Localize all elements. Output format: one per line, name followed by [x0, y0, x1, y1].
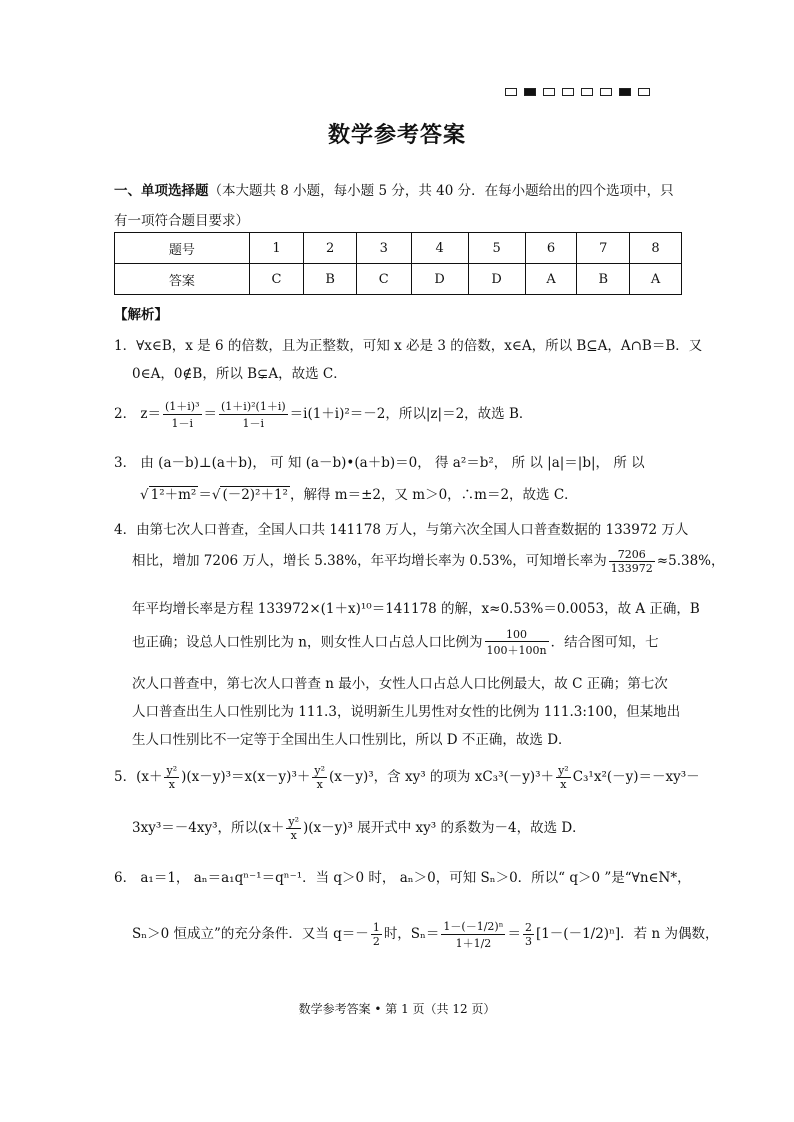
q5-line1 — [114, 764, 700, 791]
fraction-denominator: x — [168, 778, 175, 791]
table-row-numbers — [115, 233, 682, 264]
q2-eq: ＝ — [203, 406, 218, 422]
q6-l2a: Sₙ＞0 恒成立”的充分条件．又当 q＝－ — [132, 926, 369, 942]
q3-line2 — [140, 483, 578, 503]
table-cell: A — [630, 264, 682, 295]
table-cell: 6 — [525, 233, 577, 264]
table-cell: 1 — [249, 233, 304, 264]
table-cell: C — [249, 264, 304, 295]
q3-tail: ，解得 m＝±2，又 m＞0，∴m＝2，故选 C． — [289, 487, 578, 503]
q5-l2a: 3xy³＝－4xy³，所以 — [132, 820, 258, 836]
table-cell-label: 题号 — [115, 233, 250, 264]
marker-box — [543, 88, 555, 96]
q5-pre: 5． — [114, 769, 137, 785]
table-cell: B — [577, 264, 630, 295]
q5-fraction-a — [164, 764, 179, 791]
page-footer: 数学参考答案 • 第 1 页（共 12 页） — [298, 1002, 496, 1016]
table-cell: 8 — [630, 233, 682, 264]
table-cell: 5 — [468, 233, 525, 264]
page-title: 数学参考答案 — [327, 123, 466, 148]
q4-l2b: ≈5.38%， — [656, 553, 725, 569]
q4-fraction-1 — [609, 548, 655, 575]
q6-l2b: 时，Sₙ＝ — [383, 926, 440, 942]
fraction-numerator: 1－(－1/2)ⁿ — [443, 920, 504, 933]
q2-fraction-2 — [219, 398, 288, 431]
marker-box — [581, 88, 593, 96]
fraction-numerator: y² — [288, 815, 299, 828]
sqrt-icon: √ — [140, 487, 149, 503]
fraction-numerator: 100 — [485, 628, 549, 642]
marker-box-filled — [619, 88, 631, 96]
fraction-numerator: 1 — [372, 921, 380, 934]
q2-post: ＝i(1＋i)²＝－2，所以|z|＝2，故选 B． — [289, 406, 533, 422]
page-marker-boxes — [505, 88, 650, 96]
marker-box-filled — [524, 88, 536, 96]
marker-box — [562, 88, 574, 96]
marker-box — [638, 88, 650, 96]
q5-l2b: (x＋ — [257, 820, 285, 836]
q3-sqrt-1: 1²＋m² — [150, 487, 197, 503]
q5-fraction-d — [286, 815, 301, 842]
q5-line2 — [132, 815, 586, 842]
q6-fraction-big — [441, 918, 505, 951]
fraction-denominator: 100＋100n — [486, 644, 547, 657]
q4-line3: 年平均增长率是方程 133972×(1＋x)¹⁰＝141178 的解，x≈0.53%＝0.0053，故 A 正确，B — [132, 601, 700, 617]
fraction-denominator: x — [560, 778, 567, 791]
section-intro — [114, 176, 682, 236]
analysis-header: 【解析】 — [114, 307, 168, 323]
fraction-numerator: y² — [558, 764, 569, 777]
table-cell-label: 答案 — [115, 264, 250, 295]
fraction-denominator: 133972 — [610, 562, 653, 575]
fraction-denominator: 3 — [524, 935, 532, 948]
marker-box — [600, 88, 612, 96]
fraction-numerator: y² — [314, 764, 325, 777]
table-cell: D — [411, 264, 468, 295]
q6-fraction-two-thirds — [523, 921, 534, 948]
q4-fraction-2 — [485, 628, 549, 658]
fraction-numerator: 2 — [524, 921, 532, 934]
q5-l1a: (x＋ — [136, 769, 163, 785]
marker-box — [505, 88, 517, 96]
q5-l1c: (x－y)³，含 xy³ 的项为 xC₃³(－y)³＋ — [329, 769, 555, 785]
answer-table — [114, 232, 682, 295]
table-cell: D — [468, 264, 525, 295]
fraction-denominator: x — [290, 829, 297, 842]
q5-l2c: )(x－y)³ 展开式中 xy³ 的系数为－4，故选 D． — [303, 820, 586, 836]
q4-line1: 4．由第七次人口普查，全国人口共 141178 万人，与第六次全国人口普查数据的 133972 万人 — [114, 522, 689, 538]
q3-mid: ＝ — [198, 487, 212, 503]
q5-l1d: C₃¹x²(－y)＝－xy³－ — [572, 769, 700, 785]
table-cell: C — [356, 264, 411, 295]
fraction-numerator: (1＋i)²(1＋i) — [221, 400, 286, 413]
fraction-denominator: 1－i — [242, 417, 265, 430]
q6-l2d: [1－(－1/2)ⁿ]．若 n 为偶数， — [535, 926, 719, 942]
table-cell: 3 — [356, 233, 411, 264]
q4-line4 — [132, 628, 659, 658]
q4-l4a: 也正确；设总人口性别比为 n，则女性人口占总人口比例为 — [132, 634, 483, 651]
fraction-numerator: y² — [166, 764, 178, 777]
q4-l2a: 相比，增加 7206 万人，增长 5.38%，年平均增长率为 0.53%，可知增长率为 — [132, 553, 607, 569]
table-cell: A — [525, 264, 577, 295]
section-desc-line2: 有一项符合题目要求） — [114, 213, 249, 229]
fraction-numerator: (1＋i)³ — [165, 400, 200, 413]
q3-sqrt-2: (－2)²＋1² — [222, 487, 288, 503]
fraction-denominator: x — [316, 778, 323, 791]
q4-line6: 人口普查出生人口性别比为 111.3，说明新生儿男性对女性的比例为 111.3:100，但某地出 — [132, 704, 681, 720]
fraction-denominator: 1－i — [171, 417, 194, 430]
fraction-denominator: 2 — [372, 935, 380, 948]
q2-pre: 2． z＝ — [114, 406, 161, 422]
q2-line — [114, 398, 532, 431]
q2-fraction-1 — [163, 398, 202, 431]
q6-l2c: ＝ — [507, 926, 521, 942]
fraction-denominator: 1＋1/2 — [455, 937, 492, 950]
q6-line2 — [132, 918, 718, 951]
table-cell: 4 — [411, 233, 468, 264]
q6-line1: 6． a₁＝1， aₙ＝a₁qⁿ⁻¹＝qⁿ⁻¹．当 q＞0 时， aₙ＞0，可知 Sₙ＞0．所以“ q＞0 ”是“∀n∈N*， — [114, 870, 691, 886]
fraction-numerator: 7206 — [609, 548, 655, 562]
q4-l4b: ．结合图可知，七 — [550, 634, 659, 651]
table-cell: 2 — [304, 233, 357, 264]
table-row-answers — [115, 264, 682, 295]
q1-line1: 1．∀x∈B，x 是 6 的倍数，且为正整数，可知 x 必是 3 的倍数，x∈A，所以 B⊆A，A∩B＝B．又 — [114, 338, 703, 354]
section-heading: 一、单项选择题 — [114, 183, 209, 199]
table-cell: 7 — [577, 233, 630, 264]
q5-fraction-c — [556, 764, 571, 791]
q4-line7: 生人口性别比不一定等于全国出生人口性别比，所以 D 不正确，故选 D． — [132, 732, 572, 748]
sqrt-icon: √ — [211, 487, 221, 503]
q4-line5: 次人口普查中，第七次人口普查 n 最小，女性人口占总人口比例最大，故 C 正确；第七次 — [132, 676, 668, 692]
section-desc-line1: （本大题共 8 小题，每小题 5 分，共 40 分．在每小题给出的四个选项中，只 — [208, 183, 674, 199]
q3-line1: 3． 由 (a－b)⊥(a＋b)， 可 知 (a－b)•(a＋b)＝0， 得 a²＝b²， 所 以 |a|＝|b|， 所 以 — [114, 455, 645, 471]
q1-line2: 0∈A，0∉B，所以 B⊊A，故选 C． — [132, 366, 347, 382]
q5-l1b: )(x－y)³＝x(x－y)³＋ — [181, 769, 311, 785]
table-cell: B — [304, 264, 357, 295]
q5-fraction-b — [312, 764, 327, 791]
q4-line2 — [132, 548, 725, 575]
q6-fraction-half — [371, 921, 382, 948]
